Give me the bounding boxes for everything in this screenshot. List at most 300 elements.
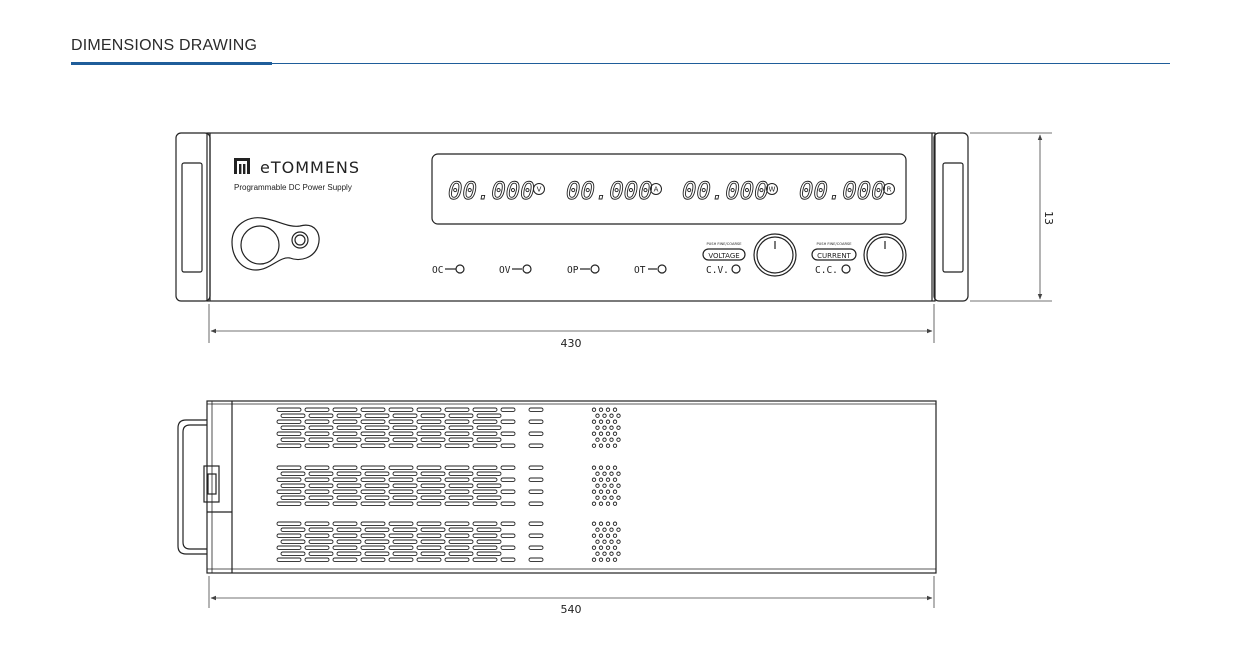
vent-slot <box>337 528 361 531</box>
vent-slot <box>421 552 445 555</box>
vent-slot <box>361 502 385 505</box>
cv-label: C.V. <box>706 265 729 276</box>
vent-hole <box>617 528 620 531</box>
indicator-oc-label: OC <box>432 265 444 276</box>
vent-hole <box>606 478 609 481</box>
vent-slot <box>361 490 385 493</box>
vent-slot <box>393 540 417 543</box>
vent-hole <box>610 414 613 417</box>
vent-slot <box>337 472 361 475</box>
vent-slot <box>477 438 501 441</box>
vent-slot <box>417 466 441 469</box>
vent-slot <box>333 466 357 469</box>
indicator-op-label: OP <box>567 265 579 276</box>
vent-slot <box>393 438 417 441</box>
vent-slot <box>277 490 301 493</box>
vent-hole <box>606 558 609 561</box>
vent-slot <box>305 478 329 481</box>
vent-slot <box>277 478 301 481</box>
vent-slot <box>333 420 357 423</box>
vent-slot <box>445 420 469 423</box>
vent-slot <box>281 414 305 417</box>
vent-slot <box>337 414 361 417</box>
vent-slot <box>421 414 445 417</box>
vent-slot <box>417 408 441 411</box>
vent-slot <box>305 558 329 561</box>
vent-hole <box>596 496 599 499</box>
vent-hole <box>599 502 602 505</box>
brand-name: eTOMMENS <box>260 158 361 177</box>
vent-hole <box>606 534 609 537</box>
vent-slot <box>529 558 543 561</box>
vent-hole <box>606 546 609 549</box>
vent-slot <box>529 522 543 525</box>
vent-slot <box>417 432 441 435</box>
vent-hole <box>617 540 620 543</box>
vent-slot <box>529 432 543 435</box>
brand-logo-icon <box>234 158 250 174</box>
vent-slot <box>417 558 441 561</box>
vent-slot <box>333 534 357 537</box>
vent-hole <box>610 528 613 531</box>
vent-slot <box>305 466 329 469</box>
indicator-leds <box>445 265 666 273</box>
vent-slot <box>309 496 333 499</box>
right-handle-slot <box>943 163 963 272</box>
vent-hole <box>599 534 602 537</box>
vent-hole <box>596 484 599 487</box>
vent-slot <box>449 484 473 487</box>
vent-hole <box>610 438 613 441</box>
vent-hole <box>610 484 613 487</box>
vent-slot <box>417 546 441 549</box>
power-switch <box>232 218 319 270</box>
current-label: CURRENT <box>817 252 851 260</box>
vent-hole <box>596 426 599 429</box>
power-knob-ring <box>292 232 308 248</box>
vent-slot <box>305 502 329 505</box>
vent-slot <box>417 444 441 447</box>
vent-slot <box>309 438 333 441</box>
power-readout: 00.000 <box>682 177 769 205</box>
vent-hole <box>606 432 609 435</box>
vent-slot <box>337 484 361 487</box>
vent-hole <box>606 502 609 505</box>
cv-led <box>732 265 740 273</box>
vent-hole <box>596 414 599 417</box>
vent-hole <box>603 484 606 487</box>
vent-hole <box>617 496 620 499</box>
vent-slot <box>333 478 357 481</box>
vent-slot <box>281 552 305 555</box>
vent-hole <box>592 408 595 411</box>
vent-slot <box>417 534 441 537</box>
vent-slot <box>449 552 473 555</box>
vent-hole <box>613 502 616 505</box>
brand-subtitle: Programmable DC Power Supply <box>234 183 352 192</box>
vent-slot <box>529 490 543 493</box>
vent-hole <box>599 558 602 561</box>
vent-slot <box>473 466 497 469</box>
vent-slot <box>445 408 469 411</box>
vent-slot <box>309 484 333 487</box>
vent-slot <box>365 484 389 487</box>
cc-label: C.C. <box>815 265 838 276</box>
vent-hole <box>603 540 606 543</box>
vent-slot <box>449 414 473 417</box>
vent-slot <box>449 426 473 429</box>
vent-slot <box>337 496 361 499</box>
vent-slot <box>449 528 473 531</box>
vent-slot <box>389 408 413 411</box>
vent-slot <box>501 534 515 537</box>
vent-slot <box>365 496 389 499</box>
vent-slot <box>277 546 301 549</box>
vent-slot <box>277 534 301 537</box>
height-dimension: 13 <box>1042 211 1055 225</box>
vent-slot <box>309 552 333 555</box>
vent-slot <box>417 420 441 423</box>
vent-slot <box>501 444 515 447</box>
vent-hole <box>592 466 595 469</box>
vent-slot <box>281 496 305 499</box>
power-knob <box>241 226 279 264</box>
vent-slot <box>277 522 301 525</box>
vent-hole <box>613 444 616 447</box>
vent-hole <box>592 432 595 435</box>
indicator-ot-label: OT <box>634 265 646 276</box>
vent-slot <box>277 408 301 411</box>
vent-hole <box>603 528 606 531</box>
vent-slot <box>393 484 417 487</box>
ventilation-grille <box>277 408 620 561</box>
vent-slot <box>477 472 501 475</box>
vent-slot <box>501 502 515 505</box>
unit-v: V <box>536 185 542 194</box>
vent-slot <box>501 432 515 435</box>
vent-hole <box>603 438 606 441</box>
vent-hole <box>610 552 613 555</box>
vent-slot <box>361 420 385 423</box>
vent-slot <box>305 432 329 435</box>
vent-slot <box>393 414 417 417</box>
vent-slot <box>445 558 469 561</box>
vent-slot <box>529 502 543 505</box>
vent-slot <box>421 426 445 429</box>
vent-slot <box>333 522 357 525</box>
vent-slot <box>473 432 497 435</box>
vent-slot <box>281 540 305 543</box>
vent-hole <box>596 540 599 543</box>
vent-hole <box>617 426 620 429</box>
vent-hole <box>610 472 613 475</box>
vent-slot <box>361 466 385 469</box>
vent-slot <box>421 528 445 531</box>
vent-slot <box>281 472 305 475</box>
vent-hole <box>603 496 606 499</box>
voltage-label: VOLTAGE <box>708 252 740 260</box>
vent-slot <box>477 552 501 555</box>
vent-slot <box>309 414 333 417</box>
vent-hole <box>603 414 606 417</box>
vent-slot <box>281 426 305 429</box>
vent-slot <box>529 546 543 549</box>
vent-hole <box>599 490 602 493</box>
vent-slot <box>389 546 413 549</box>
vent-slot <box>361 408 385 411</box>
vent-hole <box>613 490 616 493</box>
vent-slot <box>277 420 301 423</box>
vent-slot <box>445 478 469 481</box>
vent-slot <box>529 420 543 423</box>
side-handle <box>178 420 207 554</box>
vent-slot <box>477 426 501 429</box>
vent-hole <box>606 522 609 525</box>
vent-hole <box>603 552 606 555</box>
vent-slot <box>421 472 445 475</box>
vent-slot <box>277 466 301 469</box>
vent-hole <box>606 420 609 423</box>
unit-w: W <box>768 185 776 194</box>
vent-hole <box>599 444 602 447</box>
vent-hole <box>592 558 595 561</box>
vent-slot <box>445 522 469 525</box>
vent-slot <box>333 502 357 505</box>
vent-slot <box>333 432 357 435</box>
vent-hole <box>610 540 613 543</box>
vent-slot <box>501 490 515 493</box>
width-dimension: 430 <box>560 337 582 350</box>
vent-slot <box>393 528 417 531</box>
vent-slot <box>501 558 515 561</box>
vent-slot <box>501 466 515 469</box>
vent-slot <box>473 502 497 505</box>
vent-slot <box>421 540 445 543</box>
vent-slot <box>389 558 413 561</box>
vent-hole <box>610 496 613 499</box>
voltage-readout: 00.000 <box>448 177 535 205</box>
unit-a: A <box>653 185 659 194</box>
vent-hole <box>599 420 602 423</box>
vent-slot <box>389 420 413 423</box>
vent-slot <box>277 558 301 561</box>
vent-slot <box>333 408 357 411</box>
vent-slot <box>449 496 473 499</box>
vent-slot <box>393 552 417 555</box>
vent-hole <box>613 546 616 549</box>
vent-slot <box>333 558 357 561</box>
vent-hole <box>592 420 595 423</box>
vent-slot <box>277 444 301 447</box>
vent-slot <box>529 478 543 481</box>
unit-r: R <box>886 185 892 194</box>
vent-hole <box>617 472 620 475</box>
vent-slot <box>365 414 389 417</box>
vent-slot <box>361 522 385 525</box>
vent-hole <box>599 546 602 549</box>
vent-slot <box>361 478 385 481</box>
vent-slot <box>473 522 497 525</box>
vent-hole <box>599 432 602 435</box>
vent-slot <box>501 420 515 423</box>
vent-slot <box>445 466 469 469</box>
vent-slot <box>417 478 441 481</box>
vent-slot <box>473 420 497 423</box>
vent-slot <box>333 490 357 493</box>
depth-dimension: 540 <box>560 603 582 616</box>
vent-slot <box>473 478 497 481</box>
vent-slot <box>477 414 501 417</box>
vent-slot <box>417 522 441 525</box>
vent-slot <box>333 444 357 447</box>
vent-hole <box>606 408 609 411</box>
vent-slot <box>309 472 333 475</box>
vent-slot <box>501 478 515 481</box>
vent-slot <box>389 522 413 525</box>
vent-slot <box>309 528 333 531</box>
vent-slot <box>529 534 543 537</box>
vent-slot <box>361 444 385 447</box>
vent-slot <box>305 522 329 525</box>
vent-hole <box>617 414 620 417</box>
voltage-caption: PUSH FINE/COARSE <box>706 242 742 246</box>
vent-slot <box>333 546 357 549</box>
vent-slot <box>337 540 361 543</box>
vent-slot <box>501 546 515 549</box>
vent-hole <box>603 426 606 429</box>
vent-slot <box>417 490 441 493</box>
vent-slot <box>277 502 301 505</box>
vent-hole <box>606 466 609 469</box>
vent-hole <box>592 490 595 493</box>
vent-hole <box>610 426 613 429</box>
vent-hole <box>596 552 599 555</box>
vent-slot <box>281 528 305 531</box>
vent-slot <box>529 466 543 469</box>
vent-hole <box>599 408 602 411</box>
vent-slot <box>389 466 413 469</box>
vent-slot <box>445 444 469 447</box>
vent-slot <box>337 438 361 441</box>
vent-slot <box>421 438 445 441</box>
left-rack-ear <box>176 133 210 301</box>
vent-slot <box>309 426 333 429</box>
vent-slot <box>309 540 333 543</box>
vent-slot <box>305 546 329 549</box>
vent-slot <box>389 478 413 481</box>
vent-slot <box>473 534 497 537</box>
vent-slot <box>361 534 385 537</box>
vent-slot <box>337 552 361 555</box>
vent-hole <box>613 466 616 469</box>
vent-hole <box>592 502 595 505</box>
vent-slot <box>393 426 417 429</box>
vent-slot <box>473 546 497 549</box>
vent-hole <box>592 478 595 481</box>
vent-hole <box>613 408 616 411</box>
vent-slot <box>477 496 501 499</box>
vent-slot <box>445 502 469 505</box>
vent-slot <box>305 490 329 493</box>
vent-slot <box>445 432 469 435</box>
vent-slot <box>305 444 329 447</box>
vent-slot <box>365 438 389 441</box>
vent-slot <box>393 496 417 499</box>
vent-slot <box>365 426 389 429</box>
vent-slot <box>389 534 413 537</box>
vent-hole <box>592 534 595 537</box>
section-title: DIMENSIONS DRAWING <box>71 37 258 54</box>
vent-hole <box>613 522 616 525</box>
vent-slot <box>501 408 515 411</box>
vent-slot <box>281 484 305 487</box>
vent-hole <box>599 522 602 525</box>
vent-slot <box>449 472 473 475</box>
vent-slot <box>281 438 305 441</box>
vent-hole <box>606 444 609 447</box>
vent-slot <box>449 438 473 441</box>
vent-slot <box>421 484 445 487</box>
vent-slot <box>393 472 417 475</box>
vent-hole <box>596 472 599 475</box>
vent-slot <box>305 534 329 537</box>
vent-slot <box>445 534 469 537</box>
vent-hole <box>603 472 606 475</box>
current-readout: 00.000 <box>566 177 653 205</box>
vent-slot <box>361 432 385 435</box>
vent-slot <box>389 444 413 447</box>
vent-hole <box>596 438 599 441</box>
vent-slot <box>421 496 445 499</box>
vent-hole <box>613 420 616 423</box>
voltage-knob <box>754 234 796 276</box>
vent-slot <box>473 444 497 447</box>
vent-hole <box>599 466 602 469</box>
vent-hole <box>617 552 620 555</box>
resistance-readout: 00.000 <box>799 177 886 205</box>
vent-slot <box>473 490 497 493</box>
indicator-ov-label: OV <box>499 265 511 276</box>
vent-slot <box>305 420 329 423</box>
vent-slot <box>501 522 515 525</box>
vent-slot <box>477 528 501 531</box>
vent-hole <box>613 534 616 537</box>
vent-hole <box>613 432 616 435</box>
vent-slot <box>365 540 389 543</box>
vent-slot <box>445 546 469 549</box>
vent-slot <box>449 540 473 543</box>
vent-slot <box>477 540 501 543</box>
vent-hole <box>592 522 595 525</box>
vent-slot <box>529 408 543 411</box>
vent-hole <box>606 490 609 493</box>
vent-hole <box>617 438 620 441</box>
vent-hole <box>596 528 599 531</box>
current-caption: PUSH FINE/COARSE <box>816 242 852 246</box>
vent-slot <box>477 484 501 487</box>
vent-hole <box>592 444 595 447</box>
current-knob <box>864 234 906 276</box>
vent-slot <box>417 502 441 505</box>
vent-slot <box>365 472 389 475</box>
vent-slot <box>473 408 497 411</box>
vent-slot <box>337 426 361 429</box>
vent-slot <box>473 558 497 561</box>
vent-slot <box>361 558 385 561</box>
vent-slot <box>389 490 413 493</box>
vent-hole <box>592 546 595 549</box>
vent-slot <box>365 528 389 531</box>
